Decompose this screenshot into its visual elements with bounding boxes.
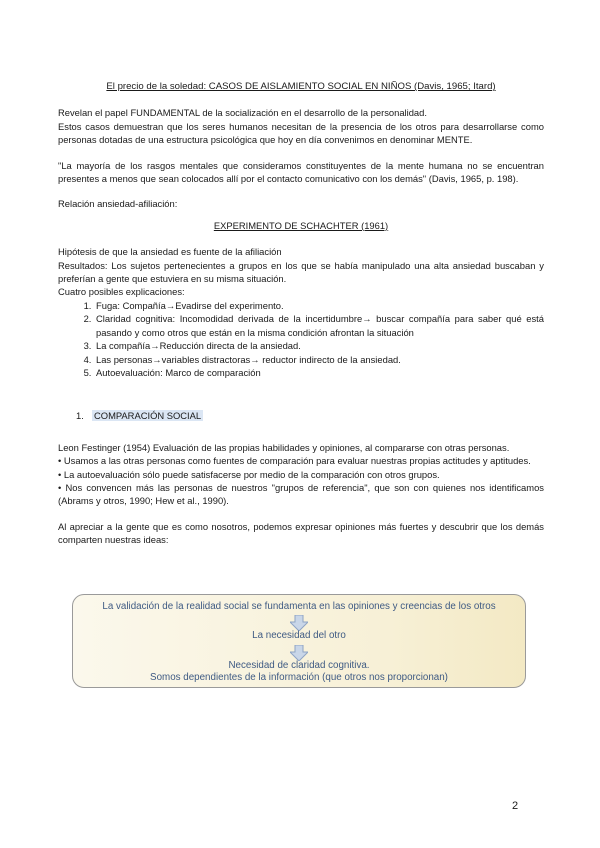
- explanations-intro: Cuatro posibles explicaciones:: [58, 286, 185, 298]
- list-item: 2. Claridad cognitiva: Incomodidad derivada de la incertidumbre→ buscar compañía para saber qué está pasando y como otros que están en la misma condición afrontan la situación: [94, 312, 544, 339]
- down-arrow-icon: [290, 645, 308, 661]
- davis-quote: "La mayoría de los rasgos mentales que consideramos constituyentes de la mente humana no se encuentran presentes a menos que sean colocados allí por el contacto comunicativo con los demás" (Davis, 1965, p. 198).: [58, 159, 544, 185]
- closing-paragraph: Al apreciar a la gente que es como nosotros, podemos expresar opiniones más fuertes y descubrir que los demás comparten nuestras ideas:: [58, 520, 544, 546]
- validation-flow-diagram: [72, 594, 526, 688]
- festinger-bullet: • Usamos a las otras personas como fuentes de comparación para evaluar nuestras propias actitudes y aptitudes.: [58, 455, 531, 467]
- list-item: 4. Las personas→variables distractoras→ reductor indirecto de la ansiedad.: [94, 353, 544, 366]
- list-item: 1. Fuga: Compañía→Evadirse del experimento.: [94, 299, 544, 312]
- intro-paragraph-1: Revelan el papel FUNDAMENTAL de la socialización en el desarrollo de la personalidad.: [58, 107, 427, 119]
- section-number: 1.: [76, 410, 84, 422]
- relation-label: Relación ansiedad-afiliación:: [58, 198, 178, 210]
- flow-line-2: La necesidad del otro: [252, 630, 346, 641]
- down-arrow-icon: [290, 615, 308, 631]
- flow-line-3: Necesidad de claridad cognitiva.: [228, 660, 370, 671]
- list-item: 5. Autoevaluación: Marco de comparación: [94, 366, 544, 379]
- explanations-list: [58, 299, 544, 379]
- intro-paragraph-2: Estos casos demuestran que los seres humanos necesitan de la presencia de los otros para desarrollarse como personas dotadas de una estructura psicológica que hoy en día convenimos en denominar MENTE.: [58, 120, 544, 146]
- document-title: El precio de la soledad: CASOS DE AISLAMIENTO SOCIAL EN NIÑOS (Davis, 1965; Itard): [106, 81, 496, 92]
- page-number: 2: [512, 800, 519, 812]
- festinger-paragraph: Leon Festinger (1954) Evaluación de las propias habilidades y opiniones, al compararse con otras personas.: [58, 441, 510, 453]
- flow-line-4: Somos dependientes de la información (que otros nos proporcionan): [150, 672, 448, 683]
- flow-line-1: La validación de la realidad social se fundamenta en las opiniones y creencias de los otros: [102, 601, 496, 612]
- experiment-results: Resultados: Los sujetos pertenecientes a grupos en los que se había manipulado una alta ansiedad buscaban y preferían a gente que estuviera en su misma situación.: [58, 259, 544, 285]
- document-page: [58, 80, 544, 547]
- list-item: 3. La compañía→Reducción directa de la ansiedad.: [94, 339, 544, 352]
- experiment-hypothesis: Hipótesis de que la ansiedad es fuente de la afiliación: [58, 246, 282, 258]
- festinger-bullet: • Nos convencen más las personas de nuestros "grupos de referencia", que son con quienes nos identificamos (Abrams y otros, 1990; Hew et al., 1990).: [58, 481, 544, 507]
- section-heading: [58, 409, 544, 422]
- festinger-bullet: • La autoevaluación sólo puede satisfacerse por medio de la comparación con otros grupos.: [58, 468, 440, 480]
- experiment-title: EXPERIMENTO DE SCHACHTER (1961): [213, 219, 389, 231]
- section-label: COMPARACIÓN SOCIAL: [94, 410, 202, 422]
